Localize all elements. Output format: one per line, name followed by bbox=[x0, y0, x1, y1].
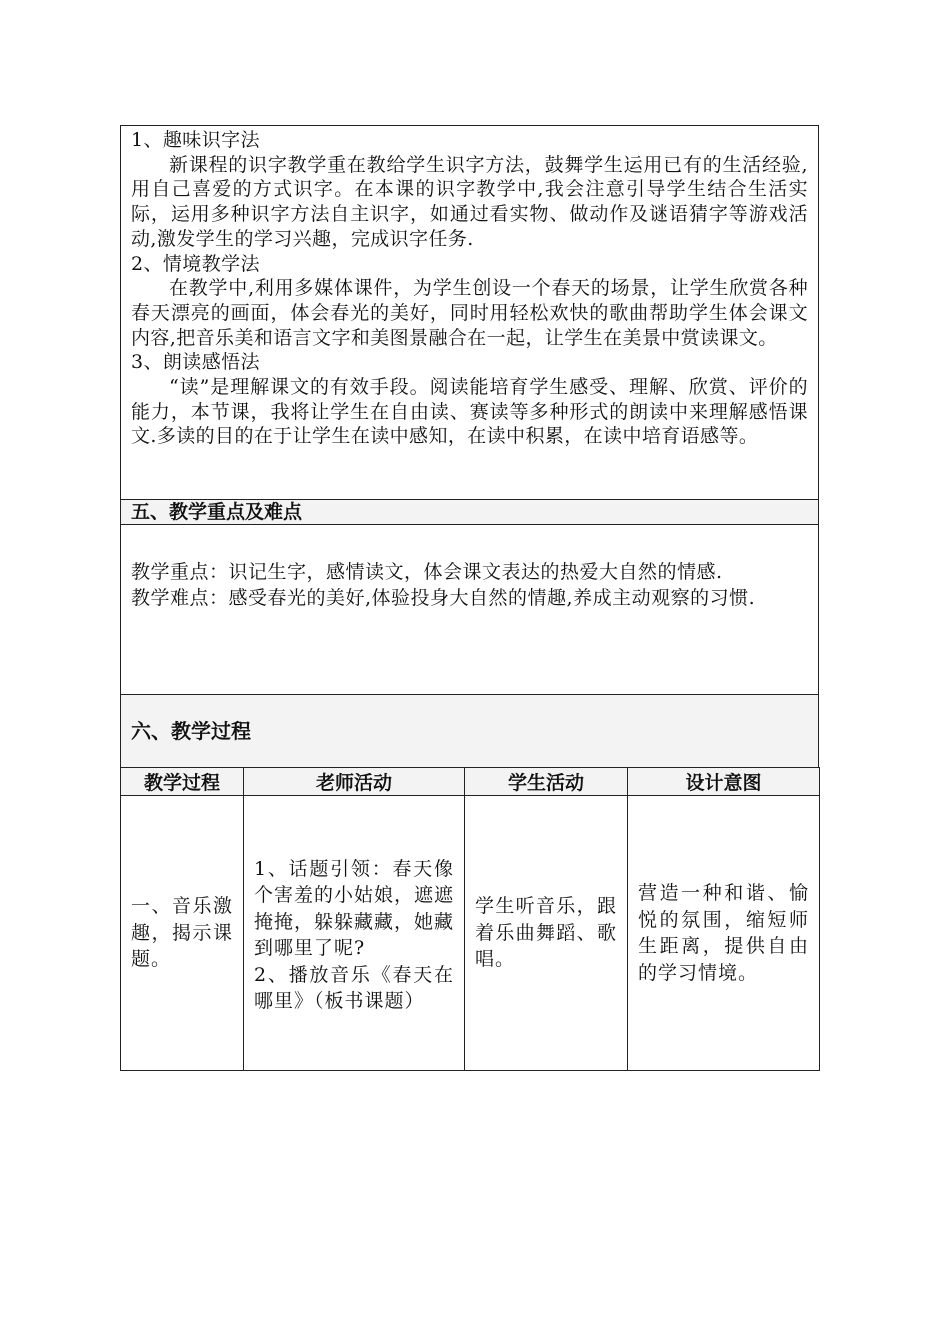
cell-stage: 一、音乐激趣，揭示课题。 bbox=[121, 796, 244, 1071]
key-point-text: 教学重点：识记生字，感情读文，体会课文表达的热爱大自然的情感. bbox=[131, 561, 723, 583]
process-table-header-row bbox=[121, 768, 820, 796]
method-2-title: 2、情境教学法 bbox=[131, 252, 260, 275]
cell-student-activity: 学生听音乐，跟着乐曲舞蹈、歌唱。 bbox=[465, 796, 628, 1071]
method-1-body: 新课程的识字教学重在教给学生识字方法，鼓舞学生运用已有的生活经验,用自己喜爱的方式识字。在本课的识字教学中,我会注意引导学生结合生活实际，运用多种识字方法自主识字，如通过看实物、做动作及谜语猜字等游戏活动,激发学生的学习兴趣，完成识字任务. bbox=[131, 153, 808, 250]
section-6-heading: 六、教学过程 bbox=[120, 694, 819, 767]
method-2-body: 在教学中,利用多媒体课件，为学生创设一个春天的场景，让学生欣赏各种春天漂亮的画面，体会春光的美好，同时用轻松欢快的歌曲帮助学生体会课文内容,把音乐美和语言文字和美图景融合在一起，让学生在美景中赏读课文。 bbox=[131, 277, 808, 349]
cell-teacher-activity: 1、话题引领：春天像个害羞的小姑娘，遮遮掩掩，躲躲藏藏，她藏到哪里了呢? 2、播放音乐《春天在哪里》（板书课题） bbox=[244, 796, 465, 1071]
method-1-title: 1、趣味识字法 bbox=[131, 129, 260, 151]
header-stage: 教学过程 bbox=[121, 768, 244, 796]
header-student-activity: 学生活动 bbox=[465, 768, 628, 796]
process-table bbox=[120, 767, 820, 1071]
table-row bbox=[121, 796, 820, 1071]
header-design-intent: 设计意图 bbox=[628, 768, 820, 796]
lesson-plan-document bbox=[120, 125, 819, 1071]
section-5-content bbox=[120, 524, 819, 694]
cell-design-intent: 营造一种和谐、愉悦的氛围，缩短师生距离，提供自由的学习情境。 bbox=[628, 796, 820, 1071]
method-3-title: 3、朗读感悟法 bbox=[131, 351, 260, 374]
method-3-body: “读”是理解课文的有效手段。阅读能培育学生感受、理解、欣赏、评价的能力，本节课，我将让学生在自由读、赛读等多种形式的朗读中来理解感悟课文.多读的目的在于让学生在读中感知，在读中积累，在读中培育语感等。 bbox=[131, 376, 808, 448]
header-teacher-activity: 老师活动 bbox=[244, 768, 465, 796]
section-5-heading: 五、教学重点及难点 bbox=[120, 499, 819, 524]
difficulty-text: 教学难点：感受春光的美好,体验投身大自然的情趣,养成主动观察的习惯. bbox=[131, 587, 756, 609]
teaching-methods-section bbox=[120, 125, 819, 499]
